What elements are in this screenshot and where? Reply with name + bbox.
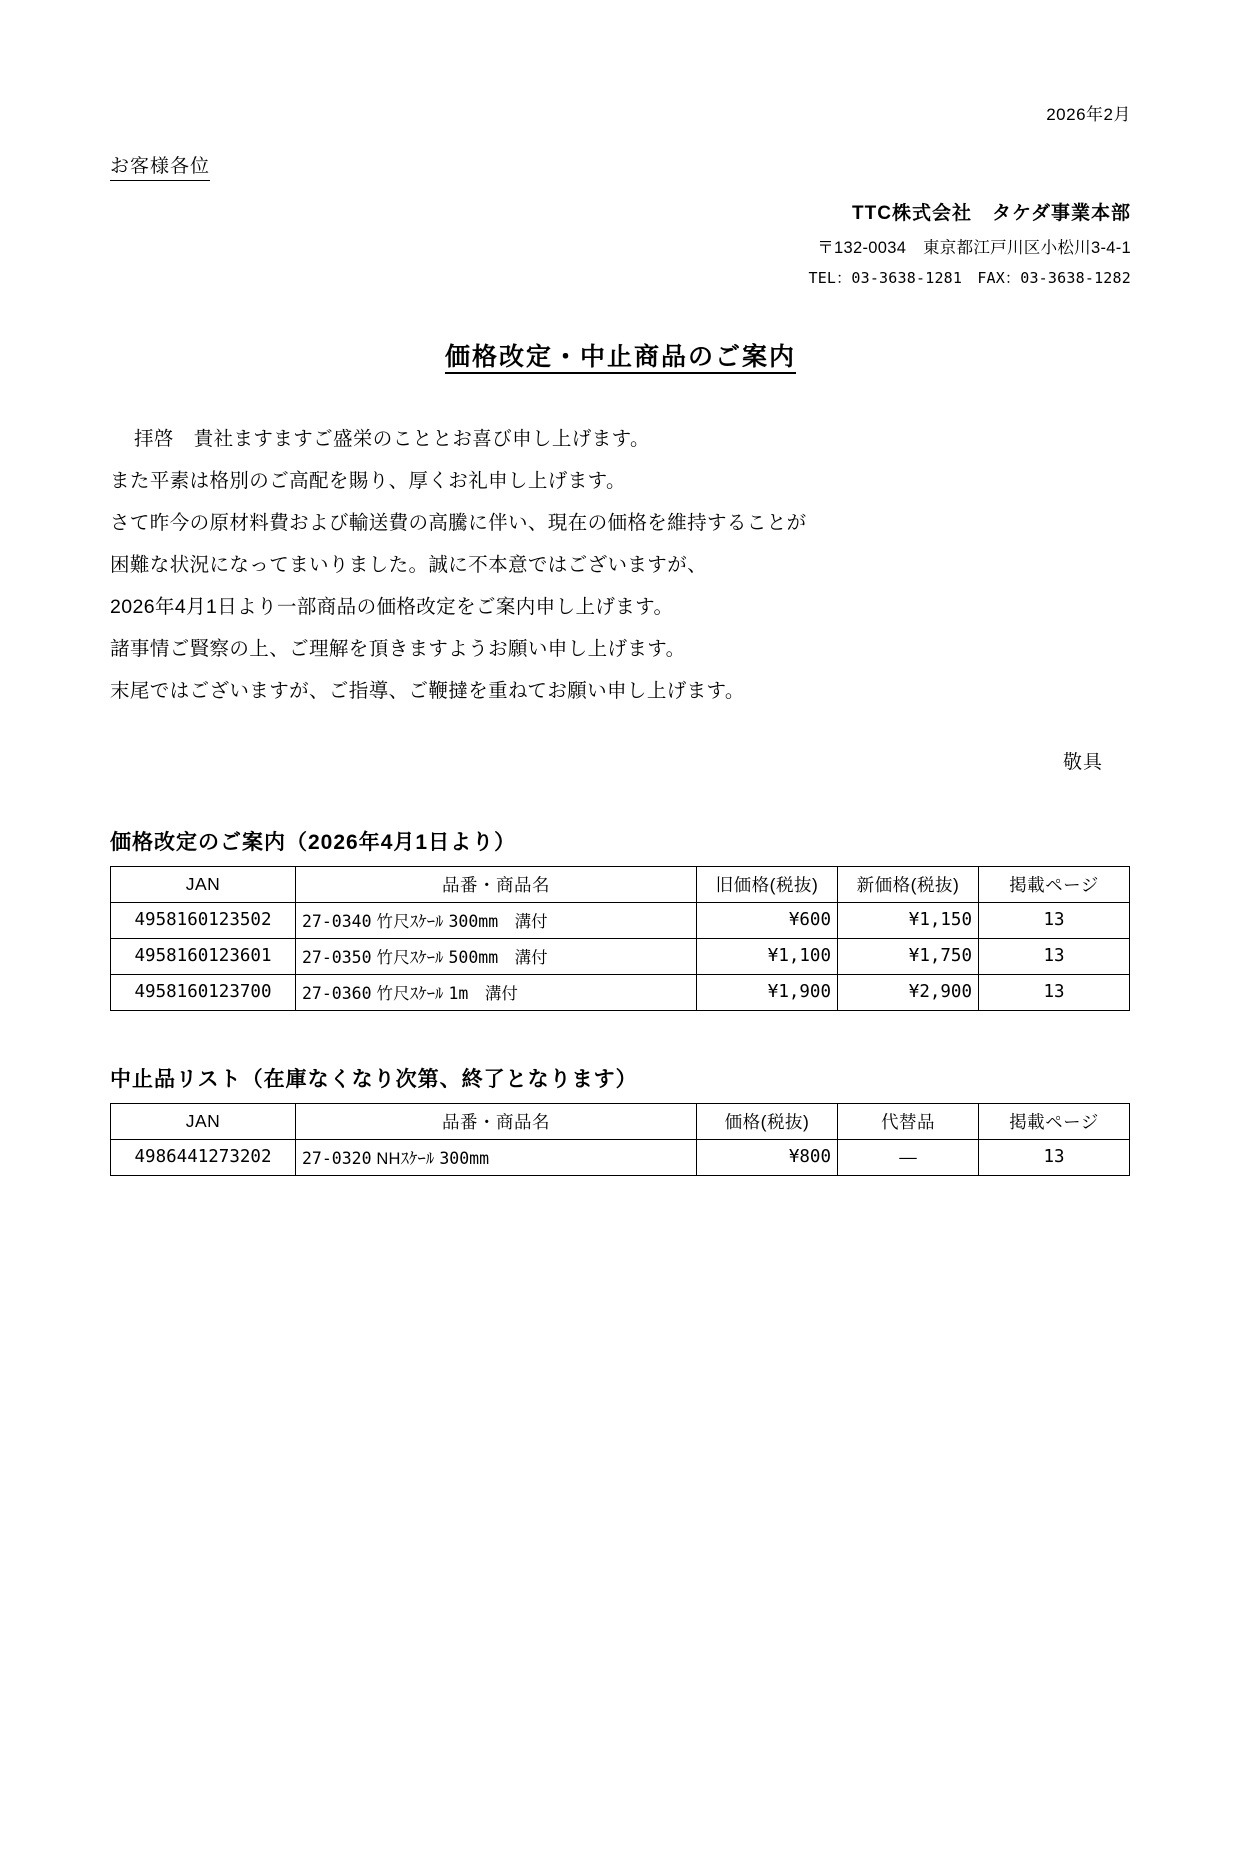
sender-address: 〒132-0034 東京都江戸川区小松川3-4-1 [817, 239, 1131, 258]
table-row [111, 1139, 1130, 1175]
column-header-page: 掲載ページ [979, 1103, 1130, 1139]
product-code: 27-0340 [302, 912, 372, 932]
column-header-page: 掲載ページ [979, 866, 1130, 902]
table-row [111, 974, 1130, 1010]
column-header-old-price: 旧価格(税抜) [697, 866, 838, 902]
cell-new-price: ¥1,150 [838, 902, 979, 938]
cell-jan: 4958160123502 [111, 902, 296, 938]
body-line-1: 拝啓 貴社ますますご盛栄のこととお喜び申し上げます。 [134, 428, 650, 451]
cell-page: 13 [979, 1139, 1130, 1175]
discontinued-section [110, 1063, 1131, 1176]
column-header-product: 品番・商品名 [296, 1103, 697, 1139]
body-line-3: さて昨今の原材料費および輸送費の高騰に伴い、現在の価格を維持することが [110, 512, 807, 535]
cell-price: ¥800 [697, 1139, 838, 1175]
column-header-jan: JAN [111, 866, 296, 902]
price-revision-table [110, 866, 1130, 1011]
cell-new-price: ¥2,900 [838, 974, 979, 1010]
body-line-4: 困難な状況になってまいりました。誠に不本意ではございますが、 [110, 554, 708, 577]
cell-product [296, 974, 697, 1010]
cell-product [296, 938, 697, 974]
product-size: 1m 溝付 [448, 984, 518, 1004]
page-title: 価格改定・中止商品のご案内 [444, 343, 796, 372]
product-name: NHｽｹｰﾙ [376, 1150, 435, 1169]
body-line-2: また平素は格別のご高配を賜り、厚くお礼申し上げます。 [110, 470, 626, 493]
discontinued-heading: 中止品リスト（在庫なくなり次第、終了となります） [110, 1067, 638, 1091]
cell-product [296, 902, 697, 938]
letter-closing: 敬具 [1062, 751, 1103, 773]
cell-jan: 4986441273202 [111, 1139, 296, 1175]
price-revision-section [110, 826, 1131, 1011]
discontinued-table [110, 1103, 1130, 1176]
table-row [111, 938, 1130, 974]
letter-body [110, 419, 1131, 712]
product-name: 竹尺ｽｹｰﾙ [376, 949, 444, 968]
sender-company: TTC株式会社 タケダ事業本部 [852, 203, 1131, 224]
product-code: 27-0350 [302, 948, 372, 968]
cell-page: 13 [979, 974, 1130, 1010]
product-code: 27-0360 [302, 984, 372, 1004]
table-header-row [111, 1103, 1130, 1139]
cell-jan: 4958160123700 [111, 974, 296, 1010]
cell-jan: 4958160123601 [111, 938, 296, 974]
product-name: 竹尺ｽｹｰﾙ [376, 913, 444, 932]
body-line-7: 末尾ではございますが、ご指導、ご鞭撻を重ねてお願い申し上げます。 [110, 680, 745, 702]
sender-block [110, 195, 1131, 293]
cell-page: 13 [979, 938, 1130, 974]
addressee-wrap [110, 125, 1131, 181]
product-size: 500mm 溝付 [448, 948, 548, 968]
column-header-price: 価格(税抜) [697, 1103, 838, 1139]
column-header-new-price: 新価格(税抜) [838, 866, 979, 902]
price-revision-heading: 価格改定のご案内（2026年4月1日より） [110, 830, 517, 854]
body-line-5: 2026年4月1日より一部商品の価格改定をご案内申し上げます。 [110, 596, 674, 619]
product-size: 300mm 溝付 [448, 912, 548, 932]
document-page [0, 100, 1241, 1855]
product-size: 300mm [439, 1149, 490, 1169]
table-header-row [111, 866, 1130, 902]
table-row [111, 902, 1130, 938]
cell-old-price: ¥600 [697, 902, 838, 938]
sender-contact: TEL：03-3638-1281 FAX：03-3638-1282 [808, 269, 1131, 288]
column-header-alternative: 代替品 [838, 1103, 979, 1139]
document-date: 2026年2月 [1046, 105, 1131, 124]
cell-page: 13 [979, 902, 1130, 938]
column-header-product: 品番・商品名 [296, 866, 697, 902]
cell-alternative: — [838, 1139, 979, 1175]
product-name: 竹尺ｽｹｰﾙ [376, 985, 444, 1004]
cell-new-price: ¥1,750 [838, 938, 979, 974]
cell-old-price: ¥1,100 [697, 938, 838, 974]
addressee: お客様各位 [110, 151, 210, 181]
cell-product [296, 1139, 697, 1175]
body-line-6: 諸事情ご賢察の上、ご理解を頂きますようお願い申し上げます。 [110, 638, 686, 661]
product-code: 27-0320 [302, 1149, 372, 1169]
column-header-jan: JAN [111, 1103, 296, 1139]
cell-old-price: ¥1,900 [697, 974, 838, 1010]
